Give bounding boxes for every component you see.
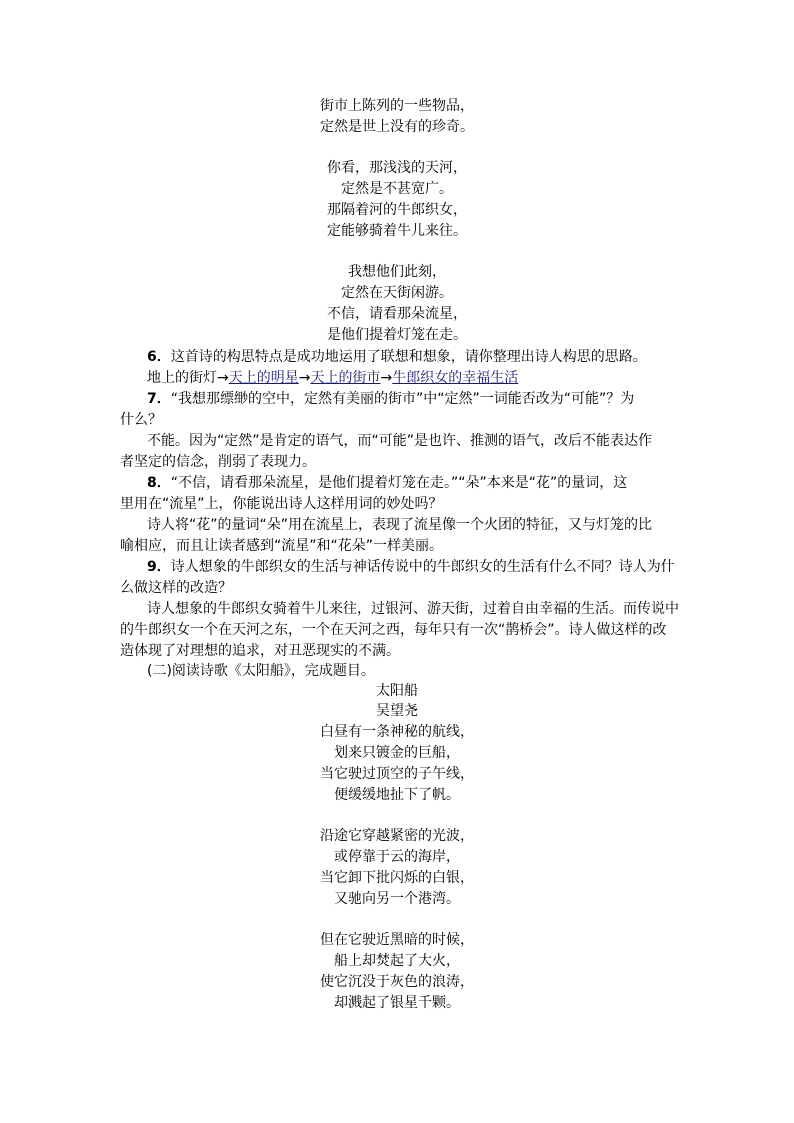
answer-text: 喻相应，而且让读者感到“流星”和“花朵”一样美丽。 — [120, 538, 444, 554]
poem2-line: 便缓缓地扯下了帆。 — [334, 787, 460, 803]
question-9 — [147, 557, 707, 578]
arrow-icon: → — [298, 370, 311, 386]
answer-text: 不能。因为“定然”是肯定的语气，而“可能”是也许、推测的语气，改后不能表达作 — [147, 433, 653, 449]
chain-item: 天上的明星 — [228, 370, 299, 386]
poem1-line: 你看，那浅浅的天河， — [327, 160, 467, 176]
question-text: “不信，请看那朵流星，是他们提着灯笼在走。”“朵”本来是“花”的量词，这 — [170, 475, 628, 491]
question-6 — [147, 347, 707, 368]
question-text: 这首诗的构思特点是成功地运用了联想和想象，请你整理出诗人构思的思路。 — [170, 349, 647, 365]
poem2-line: 船上却焚起了大火， — [334, 953, 460, 969]
question-number: 8． — [147, 475, 171, 491]
chain-item: 天上的街市 — [310, 370, 381, 386]
arrow-icon: → — [380, 370, 393, 386]
chain-item: 地上的街灯 — [147, 370, 217, 386]
question-text: 么做这样的改造？ — [120, 580, 232, 596]
question-number: 7． — [147, 391, 171, 407]
poem2-line: 当它驶过顶空的子午线， — [320, 766, 474, 782]
question-8 — [147, 473, 707, 494]
answer-text: 造体现了对理想的追求，对丑恶现实的不满。 — [120, 643, 400, 659]
poem2-line: 当它卸下批闪烁的白银， — [320, 870, 474, 886]
question-text: 诗人想象的牛郎织女的生活与神话传说中的牛郎织女的生活有什么不同？诗人为什 — [170, 559, 675, 575]
poem2-line: 白昼有一条神秘的航线， — [320, 724, 474, 740]
question-number: 9． — [147, 559, 171, 575]
poem2-line: 又驰向另一个港湾。 — [334, 891, 460, 907]
poem2-line: 但在它驶近黑暗的时候， — [320, 932, 474, 948]
question-number: 6． — [147, 349, 171, 365]
section-heading: (二)阅读诗歌《太阳船》，完成题目。 — [147, 663, 375, 679]
poem1-line: 定能够骑着牛儿来往。 — [327, 223, 467, 239]
poem1-line: 街市上陈列的一些物品， — [320, 98, 474, 114]
poem-title: 太阳船 — [376, 683, 418, 699]
answer-text: 诗人将“花”的量词“朵”用在流星上，表现了流星像一个火团的特征，又与灯笼的比 — [147, 517, 653, 533]
poem2-line: 使它沉没于灰色的浪涛， — [320, 974, 474, 990]
poem-author: 吴望尧 — [376, 703, 418, 719]
poem2-line: 或停靠于云的海岸， — [334, 849, 460, 865]
poem2-line: 却溅起了银星千颗。 — [334, 995, 460, 1011]
answer-text: 诗人想象的牛郎织女骑着牛儿来往，过银河、游天街，过着自由幸福的生活。而传说中 — [147, 601, 679, 617]
poem1-line: 定然是不甚宽广。 — [341, 181, 453, 197]
question-7 — [147, 389, 707, 410]
question-text: “我想那缥缈的空中，定然有美丽的街市”中“定然”一词能否改为“可能”？为 — [170, 391, 635, 407]
arrow-icon: → — [217, 370, 229, 386]
poem1-line: 那隔着河的牛郎织女， — [327, 202, 467, 218]
poem2-line: 划来只镀金的巨船， — [334, 745, 460, 761]
answer-text: 的牛郎织女一个在天河之东，一个在天河之西，每年只有一次“鹊桥会”。诗人做这样的改 — [120, 622, 667, 638]
thought-chain — [147, 368, 518, 389]
question-text: 什么？ — [120, 412, 162, 428]
poem1-line: 是他们提着灯笼在走。 — [327, 327, 467, 343]
poem2-line: 沿途它穿越紧密的光波， — [320, 828, 474, 844]
poem1-line: 定然是世上没有的珍奇。 — [320, 119, 474, 135]
question-text: 里用在“流星”上，你能说出诗人这样用词的妙处吗？ — [120, 496, 443, 512]
poem1-line: 定然在天街闲游。 — [341, 285, 453, 301]
poem1-line: 我想他们此刻， — [348, 264, 446, 280]
chain-item: 牛郎织女的幸福生活 — [392, 370, 519, 386]
answer-text: 者坚定的信念，削弱了表现力。 — [120, 454, 316, 470]
poem1-line: 不信，请看那朵流星， — [327, 306, 467, 322]
